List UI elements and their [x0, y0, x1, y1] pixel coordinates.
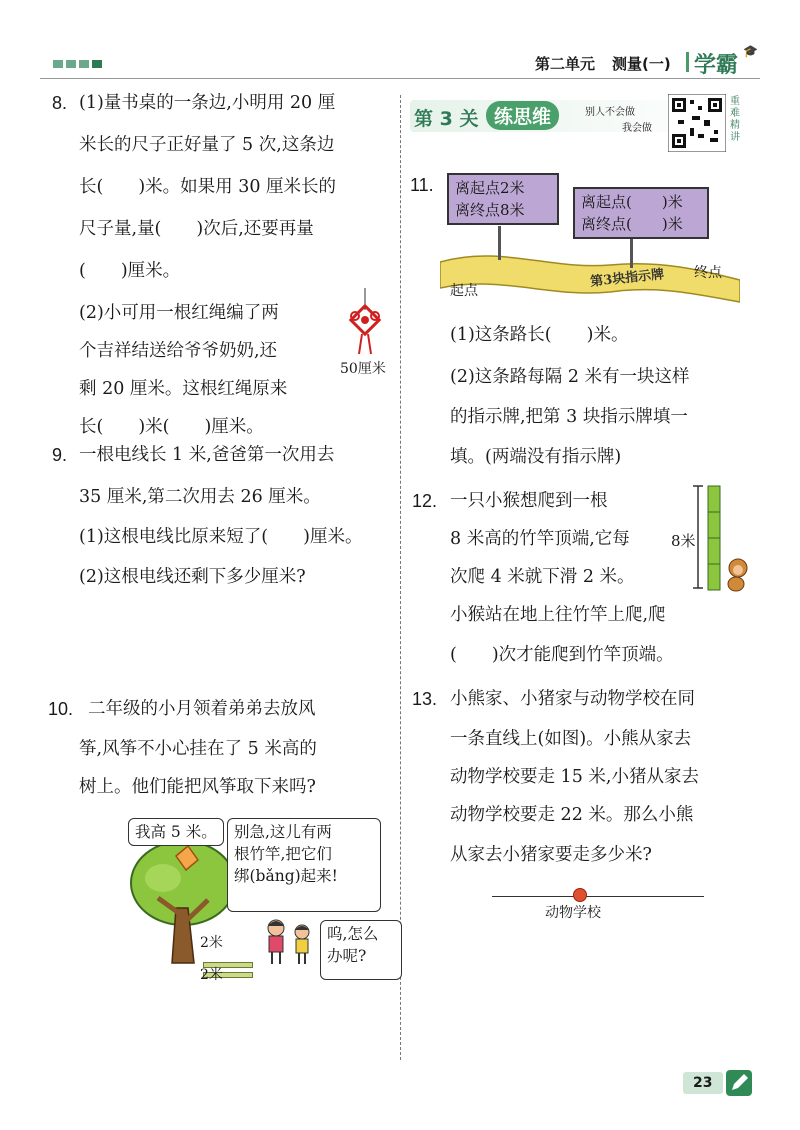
sign-post: [630, 238, 633, 268]
text-line: 8 米高的竹竿顶端,它每: [450, 529, 630, 549]
text-line: 35 厘米,第二次用去 26 厘米。: [79, 487, 321, 507]
bamboo-monkey-illustration: [688, 484, 758, 594]
text-line: (1)量书桌的一条边,小明用 20 厘: [79, 93, 336, 113]
text-line: 一只小猴想爬到一根: [450, 491, 608, 511]
topic-title: 测量(一): [612, 55, 671, 73]
text-line: 筝,风筝不小心挂在了 5 米高的: [79, 739, 317, 759]
school-point: [573, 888, 587, 902]
text-line: 的指示牌,把第 3 块指示牌填一: [450, 407, 688, 427]
school-label: 动物学校: [545, 905, 601, 921]
height-label: 8米: [671, 532, 696, 550]
text-line: 小猴站在地上往竹竿上爬,爬: [450, 605, 666, 625]
text-line: (1)这条路长( )米。: [450, 325, 629, 345]
text-line: 个吉祥结送给爷爷奶奶,还: [79, 341, 278, 361]
text-line: (2)小可用一根红绳编了两: [79, 303, 279, 323]
unit-title: 第二单元: [535, 55, 596, 73]
text-line: ( )次才能爬到竹竿顶端。: [450, 645, 674, 665]
speech-line: 呜,怎么: [327, 925, 379, 943]
text-line: 二年级的小月领着弟弟去放风: [88, 699, 316, 719]
text-line: 从家去小猪家要走多少米?: [450, 845, 652, 865]
speech-line: 根竹竿,把它们: [234, 845, 332, 863]
text-line: 小熊家、小猪家与动物学校在同: [450, 689, 695, 709]
header-decor: [92, 60, 102, 68]
text-line: 一条直线上(如图)。小熊从家去: [450, 729, 692, 749]
banner-title: 练思维: [486, 101, 559, 130]
level-label: 第 3 关: [414, 108, 479, 130]
text-line: 次爬 4 米就下滑 2 米。: [450, 567, 635, 587]
sign-line: 离起点2米: [455, 179, 525, 197]
page-number: 23: [693, 1075, 713, 1091]
question-number: 13.: [412, 689, 438, 709]
speech-line: 别急,这儿有两: [234, 823, 332, 841]
text-line: 米长的尺子正好量了 5 次,这条边: [79, 135, 335, 155]
qr-code-icon[interactable]: [668, 94, 726, 152]
sign-post: [498, 226, 501, 260]
text-line: 填。(两端没有指示牌): [450, 447, 622, 467]
header-decor: [53, 60, 63, 68]
brand-logo: 学霸: [694, 53, 739, 78]
tree-speech-bubble: 我高 5 米。: [128, 818, 224, 846]
text-line: (2)这根电线还剩下多少厘米?: [79, 567, 306, 587]
text-line: 一根电线长 1 米,爸爸第一次用去: [79, 445, 335, 465]
pencil-icon: [724, 1068, 754, 1098]
cap-icon: 🎓: [743, 44, 758, 58]
speech-line: 绑(bǎng)起来!: [234, 867, 338, 885]
text-line: ( )厘米。: [79, 261, 181, 281]
children-illustration: [262, 918, 320, 968]
road-label: 第3块指示牌: [589, 267, 665, 290]
question-number: 11.: [410, 175, 434, 195]
speech-line: 办呢?: [327, 947, 367, 965]
text-line: 长( )米( )厘米。: [79, 417, 264, 437]
start-label: 起点: [450, 283, 478, 299]
signpost-1: [447, 173, 559, 225]
question-number: 8.: [52, 93, 68, 113]
pole-length-label: 2米: [200, 935, 223, 951]
text-line: 动物学校要走 22 米。那么小熊: [450, 805, 694, 825]
boy-speech-bubble: [320, 920, 402, 980]
question-number: 12.: [412, 491, 438, 511]
banner-slogan: 别人不会做: [585, 107, 635, 118]
text-line: (2)这条路每隔 2 米有一块这样: [450, 367, 690, 387]
sign-line: 离终点( )米: [581, 215, 683, 233]
straight-line-diagram: [492, 896, 704, 897]
pole-length-label: 2米: [200, 967, 223, 983]
girl-speech-bubble: [227, 818, 381, 912]
question-number: 10.: [48, 699, 74, 719]
question-number: 9.: [52, 445, 68, 465]
header-separator: [686, 52, 689, 72]
chinese-knot-icon: [345, 288, 385, 358]
header-rule: [40, 78, 760, 79]
qr-caption: 重难精讲: [730, 96, 740, 143]
text-line: 树上。他们能把风筝取下来吗?: [79, 777, 316, 797]
header-decor: [79, 60, 89, 68]
column-divider: [400, 95, 401, 1060]
header-decor: [66, 60, 76, 68]
text-line: 动物学校要走 15 米,小猪从家去: [450, 767, 699, 787]
sign-line: 离起点( )米: [581, 193, 683, 211]
text-line: 长( )米。如果用 30 厘米长的: [79, 177, 337, 197]
text-line: 尺子量,量( )次后,还要再量: [79, 219, 314, 239]
text-line: 剩 20 厘米。这根红绳原来: [79, 379, 288, 399]
text-line: (1)这根电线比原来短了( )厘米。: [79, 527, 363, 547]
sign-line: 离终点8米: [455, 201, 525, 219]
knot-length-label: 50厘米: [340, 361, 386, 377]
end-label: 终点: [694, 265, 722, 281]
signpost-3: [573, 187, 709, 239]
banner-slogan: 我会做: [622, 123, 652, 134]
